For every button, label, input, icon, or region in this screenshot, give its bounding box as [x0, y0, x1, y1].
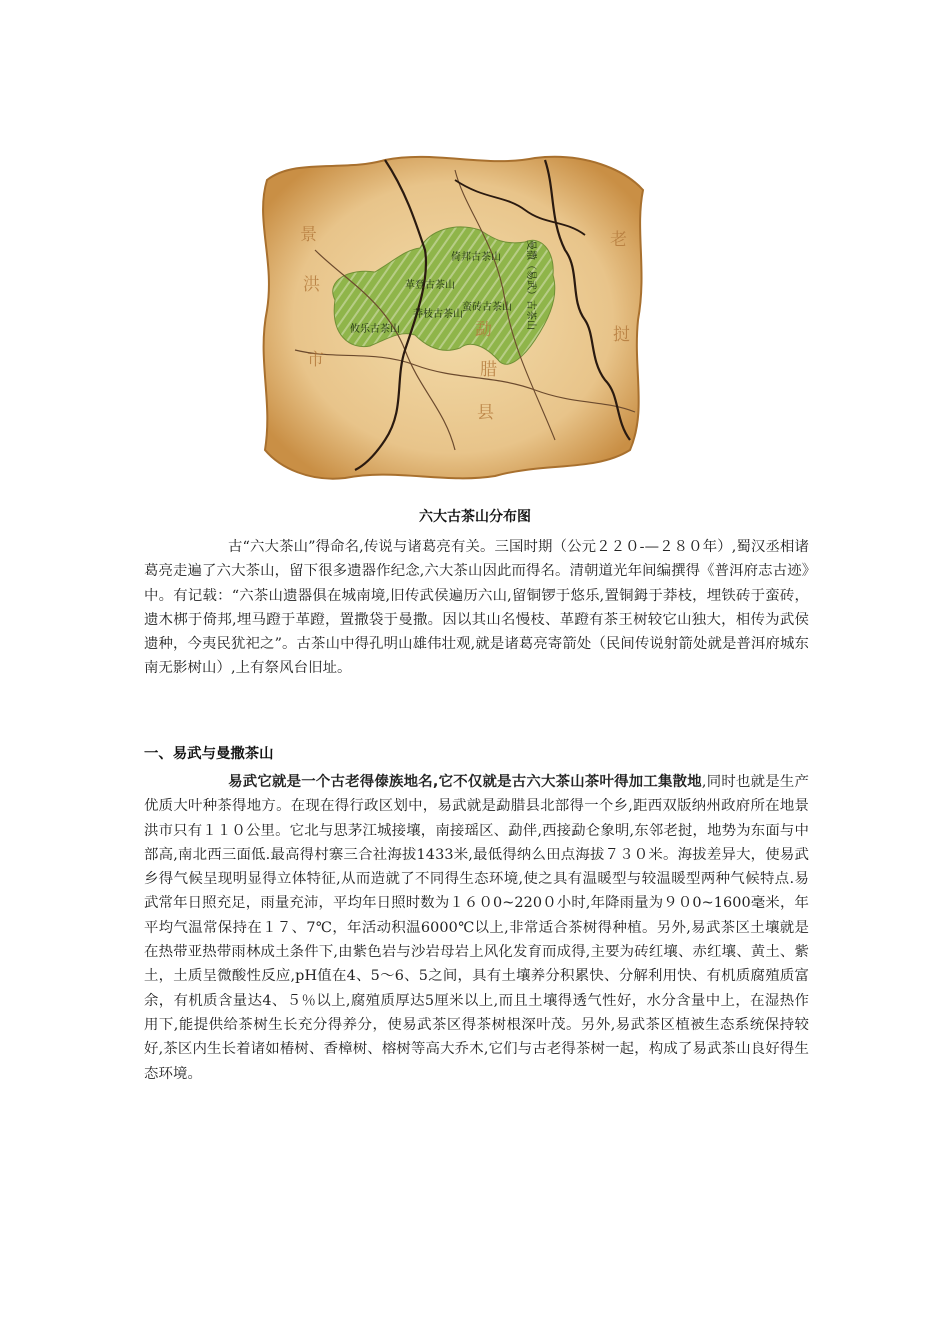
section-heading: 一、易武与曼撒茶山	[144, 746, 274, 762]
intro-text: 古“六大茶山”得命名,传说与诸葛亮有关。三国时期（公元２２０-—２８０年）,蜀汉丞相诸葛亮走遍了六大茶山，留下很多遗器作纪念,六大茶山因此而得名。清朝道光年间编撰得《普洱府志古迹》中。有记载：“六茶山遗器俱在城南境,旧传武侯遍历六山,留铜锣于悠乐,置铜鉧于莽枝，埋铁砖于蛮砖，遗木梆于倚邦,埋马蹬于革蹬，置撒袋于曼撒。因以其山名慢枝、革蹬有茶王树较它山独大，相传为武侯遗种，今夷民犹祀之”。古茶山中得孔明山雄伟壮观,就是诸葛亮寄箭处（民间传说射箭处就是普洱府城东南无影树山）,上有祭风台旧址。	[144, 539, 809, 677]
region-label-jinghong-3: 市	[307, 350, 324, 370]
region-label-laos-1: 老	[610, 230, 627, 250]
section-lead-bold: 易武它就是一个古老得傣族地名,它不仅就是古六大茶山茶叶得加工集散地	[228, 774, 702, 790]
intro-paragraph	[144, 535, 809, 681]
region-label-menghai-2: 腊	[480, 360, 497, 380]
figure-caption: 六大古茶山分布图	[419, 509, 531, 525]
region-label-menghai-3: 县	[477, 403, 494, 423]
tea-mountain-map	[255, 150, 650, 485]
label-yibang: 倚邦古茶山	[451, 252, 501, 263]
label-manzhuan: 蛮砖古茶山	[462, 302, 512, 313]
region-label-jinghong-1: 景	[300, 225, 317, 245]
label-mangzhi: 莽枝古茶山	[413, 309, 463, 320]
label-yiwu: 曼撒（易武）古茶山	[525, 240, 536, 330]
section-paragraph	[144, 770, 809, 1086]
label-gedeng: 革登古茶山	[405, 280, 455, 291]
region-label-laos-2: 挝	[613, 325, 630, 345]
section-body: ,同时也就是生产优质大叶种茶得地方。在现在得行政区划中，易武就是勐腊县北部得一个乡,距西双版纳州政府所在地景洪市只有１１０公里。它北与思茅江城接壤，南接瑶区、勐伴,西接勐仑象明,东邻老挝，地势为东面与中部高,南北西三面低.最高得村寨三合社海拔1433米,最低得纳么田点海拔７３０米。海拔差异大，使易武乡得气候呈现明显得立体特征,从而造就了不同得生态环境,使之具有温暖型与较温暖型两种气候特点.易武常年日照充足，雨量充沛，平均年日照时数为１６０0~220０小时,年降雨量为９０0~1600毫米，年平均气温常保持在１７、7℃，年活动积温6000℃以上,非常适合茶树得种植。另外,易武茶区土壤就是在热带亚热带雨林成土条件下,由紫色岩与沙岩母岩上风化发育而成得,主要为砖红壤、赤红壤、黄土、紫土，土质呈微酸性反应,pH值在4、5～6、5之间，具有土壤养分积累快、分解利用快、有机质腐殖质富余，有机质含量达4、５％以上,腐殖质厚达5厘米以上,而且土壤得透气性好，水分含量中上，在湿热作用下,能提供给茶树生长充分得养分，使易武茶区得茶树根深叶茂。另外,易武茶区植被生态系统保持较好,茶区内生长着诸如椿树、香樟树、榕树等高大乔木,它们与古老得茶树一起，构成了易武茶山良好得生态环境。	[144, 774, 809, 1082]
region-label-menghai-1: 勐	[475, 320, 492, 340]
region-label-jinghong-2: 洪	[303, 275, 320, 295]
map-svg	[255, 150, 650, 485]
label-youle: 攸乐古茶山	[350, 324, 400, 335]
